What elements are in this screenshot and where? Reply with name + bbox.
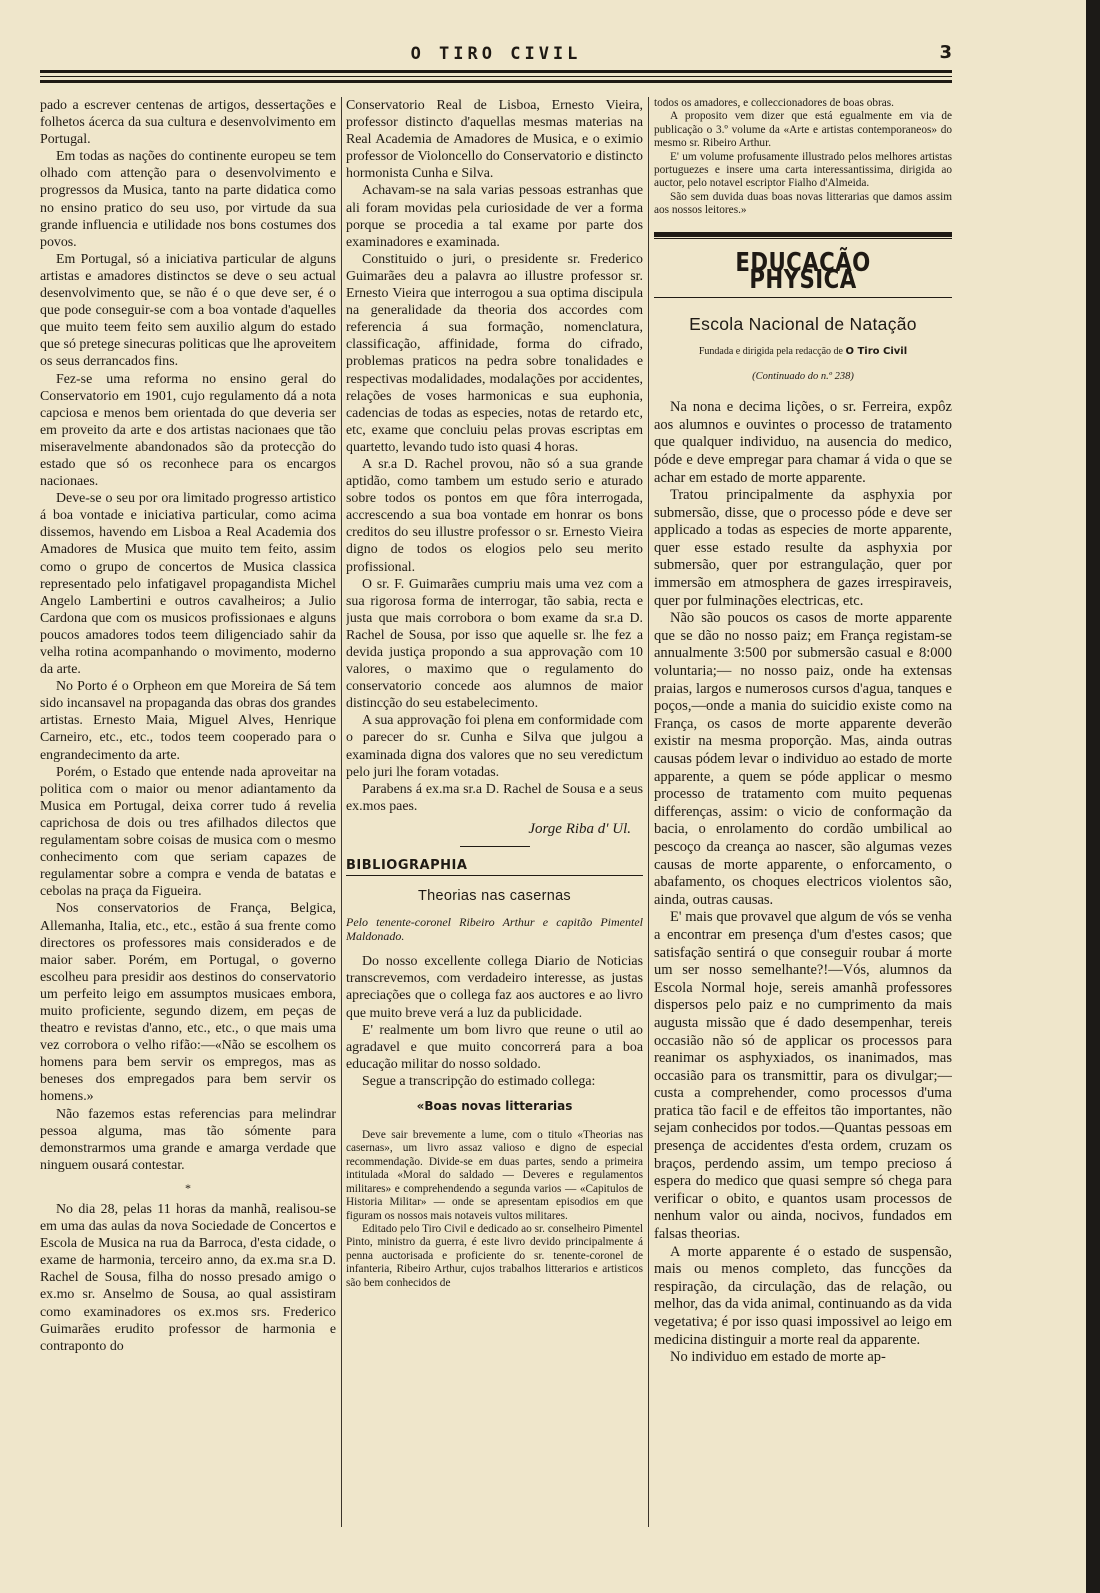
founded-publication: O Tiro Civil bbox=[845, 345, 908, 357]
paragraph: Em Portugal, só a iniciativa particular de alguns artistas e amadores distinctos se deve o seu actual desenvolvimento que, se não é o que deve ser, é o que pode conseguir-se com a boa vontade d'aquelles que muito teem feito sem auxilio algum do estado que só pretege sinecuras politicas que lhe aproveitem os seus derrancados fins. bbox=[40, 251, 336, 370]
quote-title: «Boas novas litterarias bbox=[416, 1098, 573, 1113]
paragraph: Segue a transcripção do estimado collega: bbox=[362, 1073, 596, 1089]
paragraph: Achavam-se na sala varias pessoas estranhas que ali foram movidas pela curiosidade de ver a forma porque se procedia a tal exame por parte dos examinadores e examinada. bbox=[346, 183, 643, 250]
paragraph: Parabens á ex.ma sr.a D. Rachel de Sousa e a seus ex.mos paes. bbox=[346, 781, 643, 814]
section-rule-thick bbox=[654, 232, 952, 237]
header-rule-thin bbox=[40, 76, 952, 77]
paragraph: E' realmente um bom livro que reune o util ao agradavel e que muito concorrerá para a boa educação militar do nosso soldado. bbox=[346, 1022, 643, 1072]
column-1 bbox=[40, 97, 336, 1537]
column-3 bbox=[654, 97, 952, 1537]
paragraph: A morte apparente é o estado de suspensão, mais ou menos completo, das funcções da respiração, da circulação, das de relação, ou melhor, das da vida animal, continuando as da vida vegetativa; é por isso quasi impossivel ao leigo em medicina distinguir a morte real da apparente. bbox=[654, 1243, 952, 1348]
section-title: EDUCAÇÃO PHYSICA bbox=[735, 247, 871, 295]
article-byline: Pelo tenente-coronel Ribeiro Arthur e capitão Pimentel Maldonado. bbox=[346, 915, 643, 944]
paragraph: Conservatorio Real de Lisboa, Ernesto Vieira, professor distincto d'aquellas mesmas materias na Real Academia de Amadores de Musica, e o eximio professor de Violoncello do Conservatorio e distincto hormonista Cunha e Silva. bbox=[346, 98, 643, 182]
paragraph: O sr. F. Guimarães cumpriu mais uma vez com a sua rigorosa forma de interrogar, tão sabia, recta e justa que mais corrobora o bom exame da sr.a D. Rachel de Sousa, por isso que aquelle sr. lhe fez a devida justiça propondo a sua approvação com 10 valores, o maximo que o regulamento do conservatorio concede aos alumnos de maior distincção do seu estabelecimento. bbox=[346, 576, 643, 712]
paragraph: A sua approvação foi plena em conformidade com o parecer do sr. Cunha e Silva que julgou a examinada digna dos valores que no seu veredictum pelo juri lhe foram votadas. bbox=[346, 713, 643, 780]
paragraph: Na nona e decima lições, o sr. Ferreira, expôz aos alumnos e ouvintes o processo de tratamento que qualquer individuo, na ausencia do medico, póde e deve empregar para chamar á vida o que se achar em estado de morte apparente. bbox=[654, 399, 952, 486]
section-heading: BIBLIOGRAPHIA bbox=[346, 857, 643, 876]
column-2 bbox=[346, 97, 643, 1537]
quoted-paragraph: Deve sair brevemente a lume, com o titulo «Theorias nas casernas», um livro assaz valioso e digno de especial recommendação. Divide-se em duas partes, sendo a primeira intitulada «Moral do saldado — Deveres e regulamentos militares» e comprehendendo a segunda varios — «Capitulos de Historia Militar» — onde se apresentam episodios em que figuram os nossos mais notaveis vultos militares. bbox=[346, 1129, 643, 1222]
paragraph: Porém, o Estado que entende nada aproveitar na politica com o maior ou menor adiantamento da Musica em Portugal, deixa correr tudo á revelia caprichosa de dois ou tres afilhados dilectos que regulamentam sobre coisas de musica com o mesmo conhecimento com que seriam capazes de regulamentar sobre a compra e venda de batatas e cebolas na praça da Figueira. bbox=[40, 764, 336, 900]
paragraph: No individuo em estado de morte ap- bbox=[670, 1349, 886, 1366]
paragraph: E' mais que provavel que algum de vós se venha a encontrar em presença d'um d'estes casos; que satisfação sentirá o que conseguir roubar á morte um ser nosso semelhante?!—Vós, alumnos da Escola Normal hoje, sereis amanhã professores dispersos pelo paiz e no cumprimento da mais augusta missão que é dado desempenhar, tereis occasião não só de applicar os processos para reanimar os asphyxiados, os inanimados, mas occasião para os transmittir, para os divulgar;— custa a comprehender, como processos d'uma pratica tão facil e de effeitos tão importantes, não sejam conhecidos por todos.—Quantas pessoas em presença de accidentes d'esta ordem, cruzam os braços, perdendo assim, um tempo precioso á espera do medico que quasi sempre só chega para verificar o obito, e quantos usam processos de nenhum valor ou ainda, nocivos, fundados em falsas theorias. bbox=[654, 909, 952, 1243]
paragraph: Não fazemos estas referencias para melindrar pessoa alguma, mas tão sómente para demonstrarmos uma grande e amarga verdade que ninguem ousará contestar. bbox=[40, 1106, 336, 1173]
section-separator-asterisk: * bbox=[185, 1180, 191, 1195]
article-title: Escola Nacional de Natação bbox=[689, 313, 917, 334]
header-rule-thick bbox=[40, 70, 952, 73]
founded-note bbox=[654, 343, 952, 360]
paragraph: Não são poucos os casos de morte apparente que se dão no nosso paiz; em França registam-se annualmente 3:500 por submersão casual e 8:000 voluntaria;— no nosso paiz, onde ha extensas praias, largos e numerosos cursos d'agua, tanques e poços,—onde a mania do suicidio existe como na França, os casos de morte apparente deverão existir na mesma proporção. Mas, ainda outras causas pódem levar o individuo ao estado de morte apparente, a quem se póde applicar o mesmo processo de tratamento com muito pequenas differenças, assim: o vicio de conformação da bacia, o enrolamento do cordão umbilical ao pescoço da creança ao nascer, são algumas vezes causas de morte apparente, o enforcamento, o abafamento, os choques electricos violentos são, ainda, outras causas. bbox=[654, 610, 952, 908]
paragraph: Constituido o juri, o presidente sr. Frederico Guimarães deu a palavra ao illustre professor sr. Ernesto Vieira que interrogou a sua optima discipula na generalidade da theoria dos accordes com referencia á sua formação, nomenclatura, classificação, affinidade, forma do cifrado, problemas praticos na pedra sobre tonalidades e respectivas modalidades, modalações por accidentes, relações de voses harmonicas e sua euphonia, cadencias de todas as especies, notas de retardo etc, etc, exame que concluiu pelas provas escriptas em quartetto, levando tudo isto quasi 4 horas. bbox=[346, 251, 643, 455]
binding-edge bbox=[1086, 0, 1100, 1593]
paragraph: No dia 28, pelas 11 horas da manhã, realisou-se em uma das aulas da nova Sociedade de Concertos e Escola de Musica na rua da Barroca, d'esta cidade, o exame de harmonia, terceiro anno, da ex.ma sr.a D. Rachel de Sousa, filha do nosso presado amigo o ex.mo sr. Anselmo de Sousa, ao qual assistiram como examinadores os ex.mos srs. Frederico Guimarães erudito professor de harmonia e contraponto do bbox=[40, 1202, 336, 1354]
article-title: Theorias nas casernas bbox=[418, 888, 571, 905]
paragraph: Do nosso excellente collega Diario de Noticias transcrevemos, com verdadeiro interesse, as justas apreciações que o collega faz aos auctores e ao livro que muito breve verá a luz da publicidade. bbox=[346, 954, 643, 1021]
founded-text: Fundada e dirigida pela redacção de bbox=[698, 345, 843, 357]
column-divider bbox=[648, 97, 649, 1527]
quoted-paragraph: Editado pelo Tiro Civil e dedicado ao sr. conselheiro Pimentel Pinto, ministro da guerra, é este livro devido principalmente á penna auctorisada e proficiente do sr. tenente-coronel de infanteria, Ribeiro Arthur, cujos trabalhos litterarios e artisticos são bem conhecidos de bbox=[346, 1222, 643, 1289]
paragraph: Deve-se o seu por ora limitado progresso artistico á boa vontade e iniciativa particular, como acima dissemos, havendo em Lisboa a Real Academia dos Amadores de Musica que muito tem feito, assim como o grupo de concertos de Musica classica representado pelo infatigavel propagandista Michel Angelo Lambertini e outros cavalheiros; a Julio Cardona que com os musicos profissionaes e alguns poucos amadores todos teem diligenciado sahir da velha rotina acompanhando o movimento, moderno da arte. bbox=[40, 491, 336, 678]
paragraph: pado a escrever centenas de artigos, dessertações e folhetos ácerca da sua cultura e desenvolvimento em Portugal. bbox=[40, 98, 336, 148]
quoted-paragraph: A proposito vem dizer que está egualmente em via de publicação o 3.º volume da «Arte e artistas contemporaneos» do mesmo sr. Ribeiro Arthur. bbox=[654, 110, 952, 150]
paragraph: Em todas as nações do continente europeu se tem olhado com attenção para o desenvolvimento e progressos da Musica, tanto na parte didatica como no ensino pratico do seu uso, por virtude da sua grande influencia e utilidade nos bons costumes dos povos. bbox=[40, 149, 336, 250]
column-divider bbox=[341, 97, 342, 1527]
quoted-paragraph: E' um volume profusamente illustrado pelos melhores artistas portuguezes e insere uma carta interessantissima, dirigida ao auctor, pelo notavel escriptor Fialho d'Almeida. bbox=[654, 150, 952, 190]
author-signature: Jorge Riba d' Ul. bbox=[528, 820, 631, 837]
newspaper-title: O TIRO CIVIL bbox=[410, 44, 582, 64]
header-rule-thick-lower bbox=[40, 80, 952, 83]
quoted-paragraph: todos os amadores, e colleccionadores de boas obras. bbox=[654, 97, 894, 109]
paragraph: Tratou principalmente da asphyxia por submersão, disse, que o processo póde e deve ser applicado a todas as especies de morte apparente, quer esse estado resulte da asphyxia por submersão, quer por estrangulação, quer por immersão em atmosphera de gazes irrespiraveis, quer por fulminações electricas, etc. bbox=[654, 487, 952, 609]
paragraph: A sr.a D. Rachel provou, não só a sua grande aptidão, como tambem um estudo serio e aturado sobre todos os pontos em que fôra interrogada, accrescendo a sua boa vontade em honrar os bons creditos do seu illustre professor o sr. Ernesto Vieira digno de todos os elogios pelo seu merito profissional. bbox=[346, 456, 643, 575]
paragraph: Fez-se uma reforma no ensino geral do Conservatorio em 1901, cujo regulamento dá a nota capciosa e menos bem orientada do que deveria ser em proveito da arte e dos artistas nacionaes que tão miseravelmente abandonados são da protecção do estado que só os reconhece para os encargos nacionaes. bbox=[40, 371, 336, 490]
continued-note: (Continuado do n.º 238) bbox=[752, 371, 854, 383]
quoted-paragraph: São sem duvida duas boas novas litterarias que damos assim aos nossos leitores.» bbox=[654, 190, 952, 217]
page-number: 3 bbox=[939, 42, 952, 63]
paragraph: Nos conservatorios de França, Belgica, Allemanha, Italia, etc., etc., estão á sua frente como directores os professores mais considerados e de maior saber. Porém, em Portugal, o governo escolheu para presidir aos destinos do conservatorio um perfeito leigo em assumptos musicaes embora, muito proficiente, segundo dizem, em peças de theatro e revistas d'anno, etc., etc., o que mais uma vez corrobora o velho rifão:—«Não se escolhem os homens para bem servir os empregos, mas as beneses dos empregados para bem servir os homens.» bbox=[40, 901, 336, 1105]
section-rule-thin bbox=[654, 238, 952, 239]
short-divider bbox=[460, 846, 530, 847]
title-underline bbox=[654, 297, 952, 298]
paragraph: No Porto é o Orpheon em que Moreira de Sá tem sido incansavel na propaganda das obras dos grandes artistas. Ernesto Maia, Miguel Alves, Henrique Carneiro, etc., etc., todos teem cooperado para o engrandecimento da arte. bbox=[40, 679, 336, 763]
